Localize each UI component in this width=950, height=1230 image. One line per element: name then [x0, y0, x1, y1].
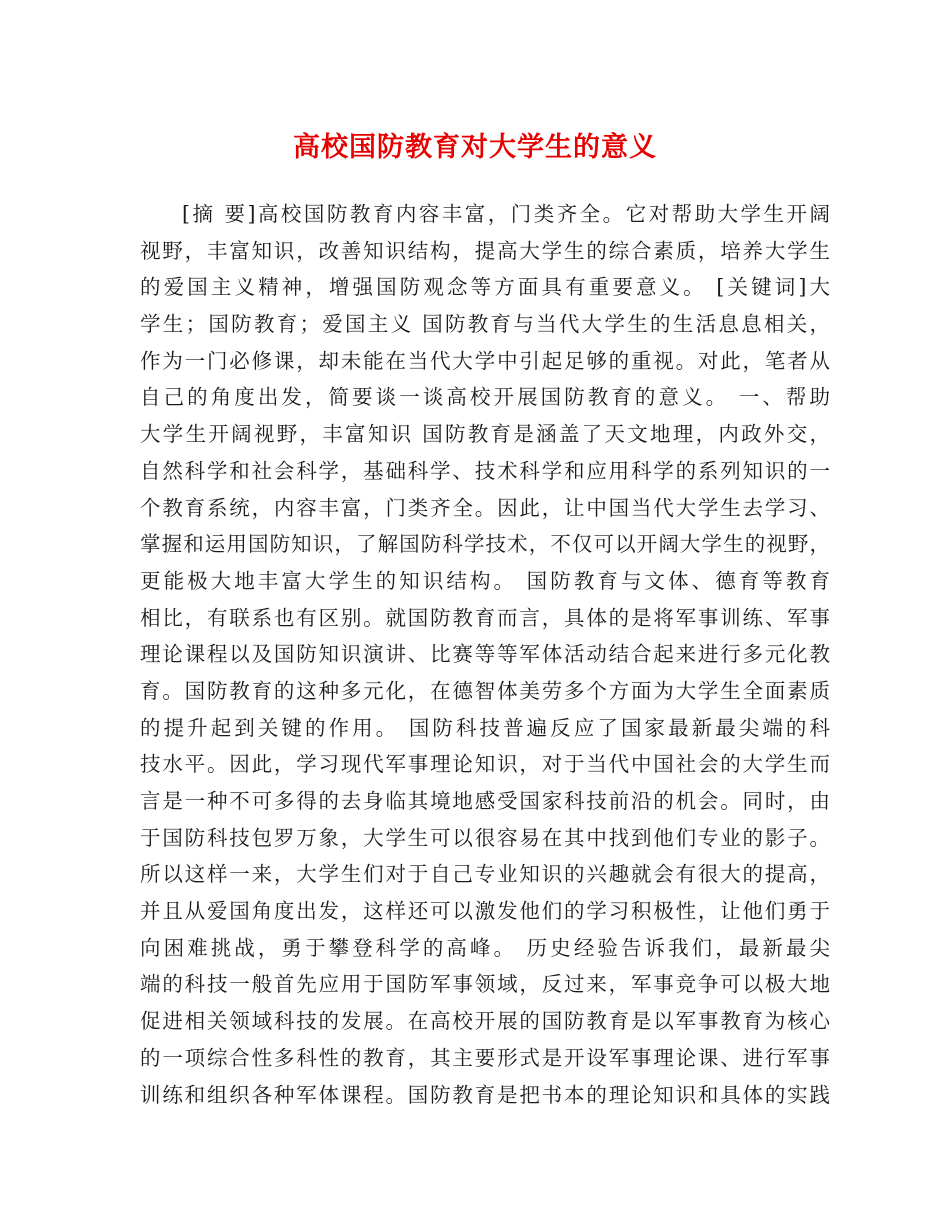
- body-line: 的提升起到关键的作用。 国防科技普遍反应了国家最新最尖端的科: [140, 715, 830, 740]
- body-line: [摘 要]高校国防教育内容丰富，门类齐全。它对帮助大学生开阔: [182, 202, 830, 226]
- body-line: 个教育系统，内容丰富，门类齐全。因此，让中国当代大学生去学习、: [140, 495, 830, 520]
- body-line: 掌握和运用国防知识，了解国防科学技术，不仅可以开阔大学生的视野，: [140, 532, 830, 557]
- body-line: 相比，有联系也有区别。就国防教育而言，具体的是将军事训练、军事: [140, 605, 830, 630]
- body-line: 视野，丰富知识，改善知识结构，提高大学生的综合素质，培养大学生: [140, 238, 830, 263]
- body-line: 自己的角度出发，简要谈一谈高校开展国防教育的意义。 一、帮助: [140, 385, 830, 410]
- body-line: 的一项综合性多科性的教育，其主要形式是开设军事理论课、进行军事: [140, 1045, 830, 1070]
- body-line: 端的科技一般首先应用于国防军事领域，反过来，军事竞争可以极大地: [140, 972, 830, 997]
- document-title: 高校国防教育对大学生的意义: [293, 132, 657, 163]
- body-line: 训练和组织各种军体课程。国防教育是把书本的理论知识和具体的实践: [140, 1082, 830, 1107]
- body-line: 于国防科技包罗万象，大学生可以很容易在其中找到他们专业的影子。: [140, 825, 830, 850]
- body-line: 促进相关领域科技的发展。在高校开展的国防教育是以军事教育为核心: [140, 1009, 830, 1034]
- body-line: 自然科学和社会科学，基础科学、技术科学和应用科学的系列知识的一: [140, 458, 830, 483]
- body-line: 并且从爱国角度出发，这样还可以激发他们的学习积极性，让他们勇于: [140, 899, 830, 924]
- body-line: 学生；国防教育；爱国主义 国防教育与当代大学生的生活息息相关，: [140, 312, 830, 337]
- body-line: 理论课程以及国防知识演讲、比赛等等军体活动结合起来进行多元化教: [140, 642, 830, 667]
- body-line: 言是一种不可多得的去身临其境地感受国家科技前沿的机会。同时，由: [140, 789, 830, 813]
- body-line: 育。国防教育的这种多元化，在德智体美劳多个方面为大学生全面素质: [140, 678, 830, 703]
- body-line: 更能极大地丰富大学生的知识结构。 国防教育与文体、德育等教育: [140, 568, 830, 593]
- body-line: 作为一门必修课，却未能在当代大学中引起足够的重视。对此，笔者从: [140, 348, 830, 373]
- body-line: 技水平。因此，学习现代军事理论知识，对于当代中国社会的大学生而: [140, 752, 830, 777]
- body-line: 所以这样一来，大学生们对于自己专业知识的兴趣就会有很大的提高，: [140, 862, 830, 887]
- body-line: 大学生开阔视野，丰富知识 国防教育是涵盖了天文地理，内政外交，: [140, 422, 830, 447]
- body-line: 向困难挑战，勇于攀登科学的高峰。 历史经验告诉我们，最新最尖: [140, 935, 830, 960]
- body-line: 的爱国主义精神，增强国防观念等方面具有重要意义。 [关键词]大: [140, 275, 830, 300]
- document-body: [140, 196, 830, 1113]
